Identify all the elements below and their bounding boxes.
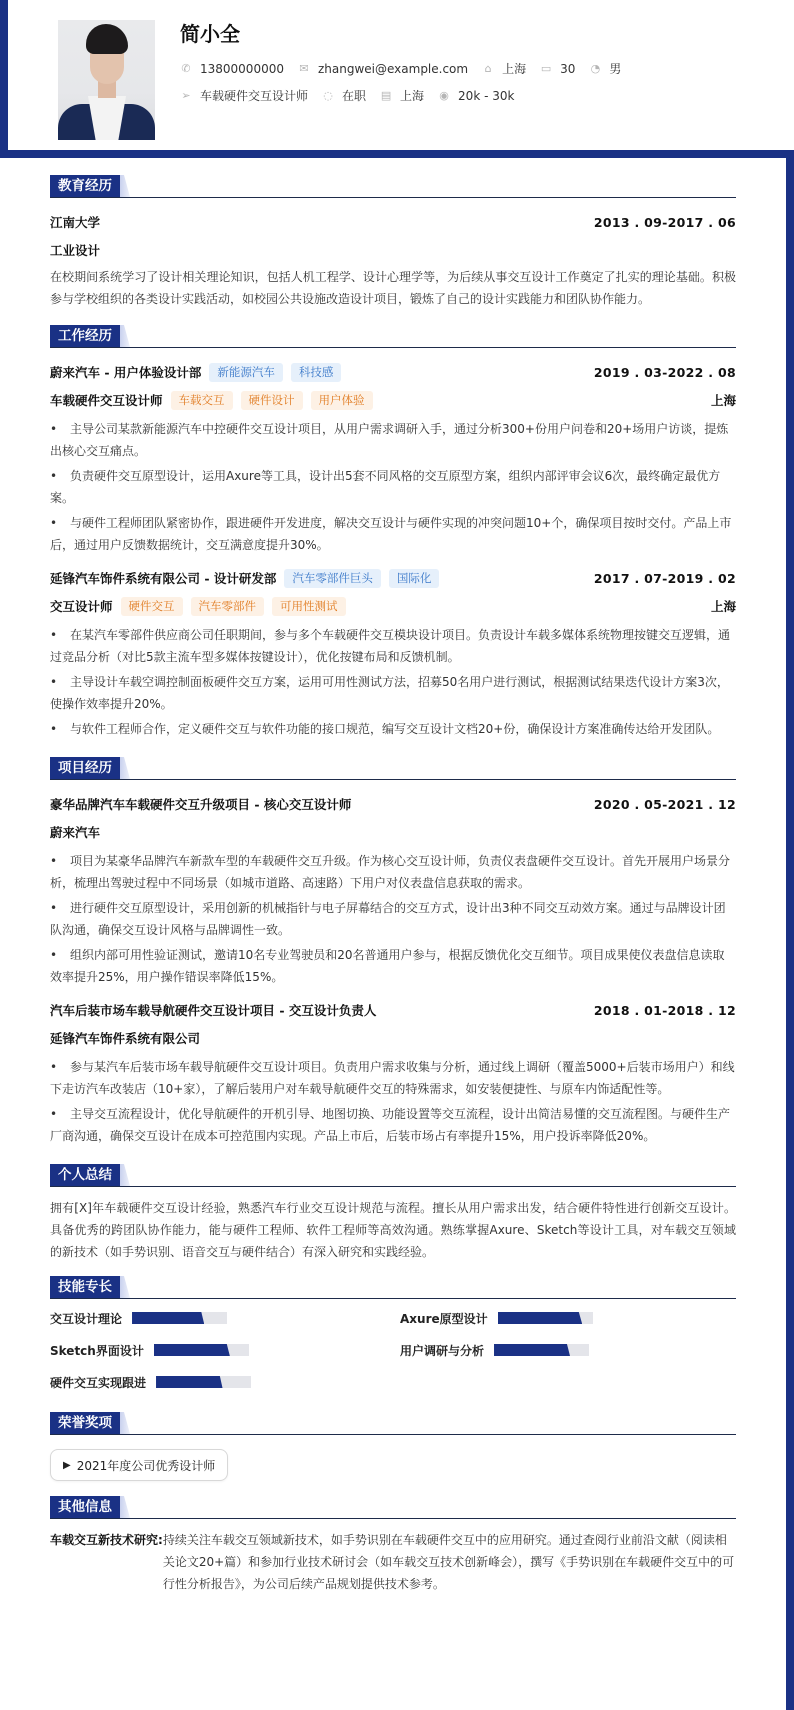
role-name: 车载硬件交互设计师 [50, 393, 163, 408]
skill-bar [498, 1312, 593, 1324]
project-date: 2020 . 05-2021 . 12 [593, 796, 736, 812]
work-section [50, 326, 736, 740]
work-city: 上海 [710, 599, 736, 614]
bullet-item: • 参与某汽车后装市场车载导航硬件交互设计项目。负责用户需求收集与分析，通过线上调研（覆盖5000+后装市场用户）和线下走访汽车改装店（10+家），了解后装用户对车载导航硬件交互的特殊需求，如安装便捷性、与原车内饰适配性等。 [50, 1060, 735, 1096]
phone-item [180, 62, 284, 76]
summary-text: 拥有[X]年车载硬件交互设计经验，熟悉汽车行业交互设计规范与流程。擅长从用户需求出发，结合硬件特性进行创新交互设计。具备优秀的跨团队协作能力，能与硬件工程师、软件工程师等高效沟通。熟练掌握Axure、Sketch等设计工具，对车载交互领域的新技术（如手势识别、语音交互与硬件结合）有深入研究和实践经验。 [50, 1201, 736, 1259]
section-header [50, 176, 736, 198]
role-name: 交互设计师 [50, 599, 113, 614]
bullet-item: • 主导设计车载空调控制面板硬件交互方案，运用可用性测试方法，招募50名用户进行测试，根据测试结果迭代设计方案3次，使操作效率提升20%。 [50, 675, 729, 711]
work-item [50, 564, 736, 740]
bullet-item: • 负责硬件交互原型设计，运用Axure等工具，设计出5套不同风格的交互原型方案，组织内部评审会议6次，最终确定最优方案。 [50, 469, 721, 505]
section-header [50, 1413, 736, 1435]
project-name: 汽车后装市场车载导航硬件交互设计项目 - 交互设计负责人 [50, 1003, 377, 1018]
section-header [50, 1277, 736, 1299]
bullet-item: • 在某汽车零部件供应商公司任职期间，参与多个车载硬件交互模块设计项目。负责设计车载多媒体系统物理按键交互逻辑，通过竞品分析（对比5款主流车型多媒体按键设计），优化按键布局和反馈机制。 [50, 628, 731, 664]
role-tag: 硬件设计 [241, 391, 303, 410]
section-title: 荣誉奖项 [50, 1412, 120, 1434]
project-company-row [50, 818, 736, 846]
right-accent-border [786, 150, 794, 1710]
project-company: 蔚来汽车 [50, 825, 101, 840]
bullet-item: • 主导公司某款新能源汽车中控硬件交互设计项目，从用户需求调研入手，通过分析300+份用户问卷和20+场用户访谈，提炼出核心交互痛点。 [50, 422, 729, 458]
company-tag: 汽车零部件巨头 [284, 569, 381, 588]
bullet-item: • 组织内部可用性验证测试，邀请10名专业驾驶员和20名普通用户参与，根据反馈优化交互细节。项目成果使仪表盘信息读取效率提升25%，用户操作错误率降低15%。 [50, 948, 725, 984]
candidate-name: 简小全 [180, 22, 240, 46]
project-company: 延锋汽车饰件系统有限公司 [50, 1031, 201, 1046]
gender-icon: ◔ [590, 61, 601, 75]
company-tag: 科技感 [291, 363, 342, 382]
work-bullets [50, 418, 736, 556]
section-header [50, 1497, 736, 1519]
section-header [50, 326, 736, 348]
project-bullets [50, 1056, 736, 1147]
target-city-item [380, 87, 424, 104]
project-company-row [50, 1024, 736, 1052]
target-position-item [180, 87, 308, 104]
role-group [50, 597, 346, 616]
skill-item [50, 1373, 400, 1391]
age-value: 30 [560, 61, 576, 76]
section-title: 教育经历 [50, 175, 120, 197]
award-item[interactable] [50, 1449, 228, 1481]
skill-item [400, 1309, 736, 1327]
section-title: 个人总结 [50, 1164, 120, 1186]
project-item [50, 996, 736, 1147]
job-intent-line [180, 87, 528, 104]
status-value: 在职 [342, 89, 367, 103]
other-section [50, 1497, 736, 1595]
bullet-item: • 进行硬件交互原型设计，采用创新的机械指针与电子屏幕结合的交互方式，设计出3种不同交互动效方案。通过与品牌设计团队沟通，确保交互设计风格与品牌调性一致。 [50, 901, 726, 937]
company-tag: 新能源汽车 [209, 363, 283, 382]
company-name: 延锋汽车饰件系统有限公司 - 设计研发部 [50, 571, 277, 586]
section-header [50, 758, 736, 780]
skills-section [50, 1277, 736, 1391]
skill-bar [156, 1376, 251, 1388]
section-title: 项目经历 [50, 757, 120, 779]
company-group [50, 569, 439, 588]
project-bullets [50, 850, 736, 988]
company-name: 蔚来汽车 - 用户体验设计部 [50, 365, 202, 380]
work-bullets [50, 624, 736, 740]
education-date: 2013 . 09-2017 . 06 [593, 214, 736, 230]
projects-section [50, 758, 736, 1147]
resume-header [0, 0, 794, 150]
bullet-item: • 项目为某豪华品牌汽车新款车型的车载硬件交互升级。作为核心交互设计师，负责仪表盘硬件交互设计。首先开展用户场景分析，梳理出驾驶过程中不同场景（如城市道路、高速路）下用户对仪表盘信息获取的需求。 [50, 854, 731, 890]
work-company-row [50, 358, 736, 386]
skill-item [400, 1341, 736, 1359]
education-section [50, 176, 736, 310]
bullet-item: • 与硬件工程师团队紧密协作，跟进硬件开发进度，解决交互设计与硬件实现的冲突问题10+个，确保项目按时交付。产品上市后，通过用户反馈数据统计，交互满意度提升30%。 [50, 516, 732, 552]
work-date: 2019 . 03-2022 . 08 [593, 364, 736, 380]
skill-name: Axure原型设计 [400, 1311, 488, 1326]
hometown-item [482, 60, 526, 77]
other-label: 车载交互新技术研究: [50, 1533, 163, 1547]
skill-item [50, 1341, 400, 1359]
money-icon: ◉ [439, 88, 449, 102]
role-tag: 车载交互 [171, 391, 233, 410]
gender-value: 男 [609, 62, 622, 76]
major: 工业设计 [50, 243, 101, 258]
work-role-row [50, 592, 736, 620]
salary-value: 20k - 30k [458, 88, 515, 103]
other-item [50, 1529, 736, 1595]
other-text: 持续关注车载交互领域新技术，如手势识别在车载硬件交互中的应用研究。通过查阅行业前沿文献（阅读相关论文20+篇）和参加行业技术研讨会（如车载交互技术创新峰会），撰写《手势识别在车载硬件交互中的可行性分析报告》，为公司后续产品规划提供技术参考。 [162, 1533, 735, 1591]
skill-bar [154, 1344, 249, 1356]
role-tag: 可用性测试 [272, 597, 346, 616]
cake-icon: ▭ [540, 61, 552, 75]
company-group [50, 363, 341, 382]
project-name-row [50, 790, 736, 818]
summary-section [50, 1165, 736, 1263]
skill-name: 交互设计理论 [50, 1311, 123, 1326]
work-date: 2017 . 07-2019 . 02 [593, 570, 736, 586]
company-tag: 国际化 [389, 569, 440, 588]
phone-value: 13800000000 [200, 61, 284, 76]
work-item [50, 358, 736, 556]
role-tag: 硬件交互 [121, 597, 183, 616]
target-position-value: 车载硬件交互设计师 [200, 89, 309, 103]
email-item [298, 62, 468, 76]
skill-name: 用户调研与分析 [400, 1343, 485, 1358]
status-item [322, 87, 366, 104]
skill-bar [494, 1344, 589, 1356]
work-company-row [50, 564, 736, 592]
phone-icon: ✆ [181, 61, 191, 75]
work-role-row [50, 386, 736, 414]
header-divider-band [0, 150, 794, 158]
work-city: 上海 [710, 393, 736, 408]
award-label: 2021年度公司优秀设计师 [76, 1458, 216, 1473]
project-name: 豪华品牌汽车车载硬件交互升级项目 - 核心交互设计师 [50, 797, 352, 812]
caret-right-icon: ▶ [63, 1459, 71, 1471]
avatar-photo [58, 20, 155, 140]
skills-grid [50, 1309, 736, 1391]
project-item [50, 790, 736, 988]
bullet-item: • 与软件工程师合作，定义硬件交互与软件功能的接口规范，编写交互设计文档20+份，确保设计方案准确传达给开发团队。 [50, 722, 720, 736]
send-icon: ➢ [181, 88, 191, 102]
section-title: 工作经历 [50, 325, 120, 347]
gender-item [589, 60, 621, 77]
bullet-item: • 主导交互流程设计，优化导航硬件的开机引导、地图切换、功能设置等交互流程，设计出简洁易懂的交互流程图。与硬件生产厂商沟通，确保交互设计在成本可控范围内实现。产品上市后，后装市场占有率提升15%，用户投诉率降低20%。 [50, 1107, 731, 1143]
skill-name: 硬件交互实现跟进 [50, 1375, 147, 1390]
hometown-value: 上海 [502, 62, 527, 76]
building-icon: ▤ [380, 88, 392, 102]
target-city-value: 上海 [400, 89, 425, 103]
project-name-row [50, 996, 736, 1024]
school-name: 江南大学 [50, 215, 101, 230]
role-tag: 汽车零部件 [191, 597, 265, 616]
age-item [540, 62, 575, 76]
section-header [50, 1165, 736, 1187]
major-row [50, 236, 736, 264]
skill-bar [132, 1312, 227, 1324]
skill-name: Sketch界面设计 [50, 1343, 144, 1358]
project-date: 2018 . 01-2018 . 12 [593, 1002, 736, 1018]
home-icon: ⌂ [484, 61, 492, 75]
salary-item [438, 89, 514, 103]
role-group [50, 391, 373, 410]
education-row [50, 208, 736, 236]
mail-icon: ✉ [299, 61, 309, 75]
awards-section [50, 1413, 736, 1481]
section-title: 其他信息 [50, 1496, 120, 1518]
section-title: 技能专长 [50, 1276, 120, 1298]
contact-line [180, 60, 635, 77]
resume-body [50, 158, 736, 1595]
education-description: 在校期间系统学习了设计相关理论知识，包括人机工程学、设计心理学等，为后续从事交互设计工作奠定了扎实的理论基础。积极参与学校组织的各类设计实践活动，如校园公共设施改造设计项目，锻炼了自己的设计实践能力和团队协作能力。 [50, 270, 736, 306]
role-tag: 用户体验 [311, 391, 373, 410]
status-icon: ◌ [323, 88, 333, 102]
skill-item [50, 1309, 400, 1327]
email-value: zhangwei@example.com [317, 61, 469, 76]
